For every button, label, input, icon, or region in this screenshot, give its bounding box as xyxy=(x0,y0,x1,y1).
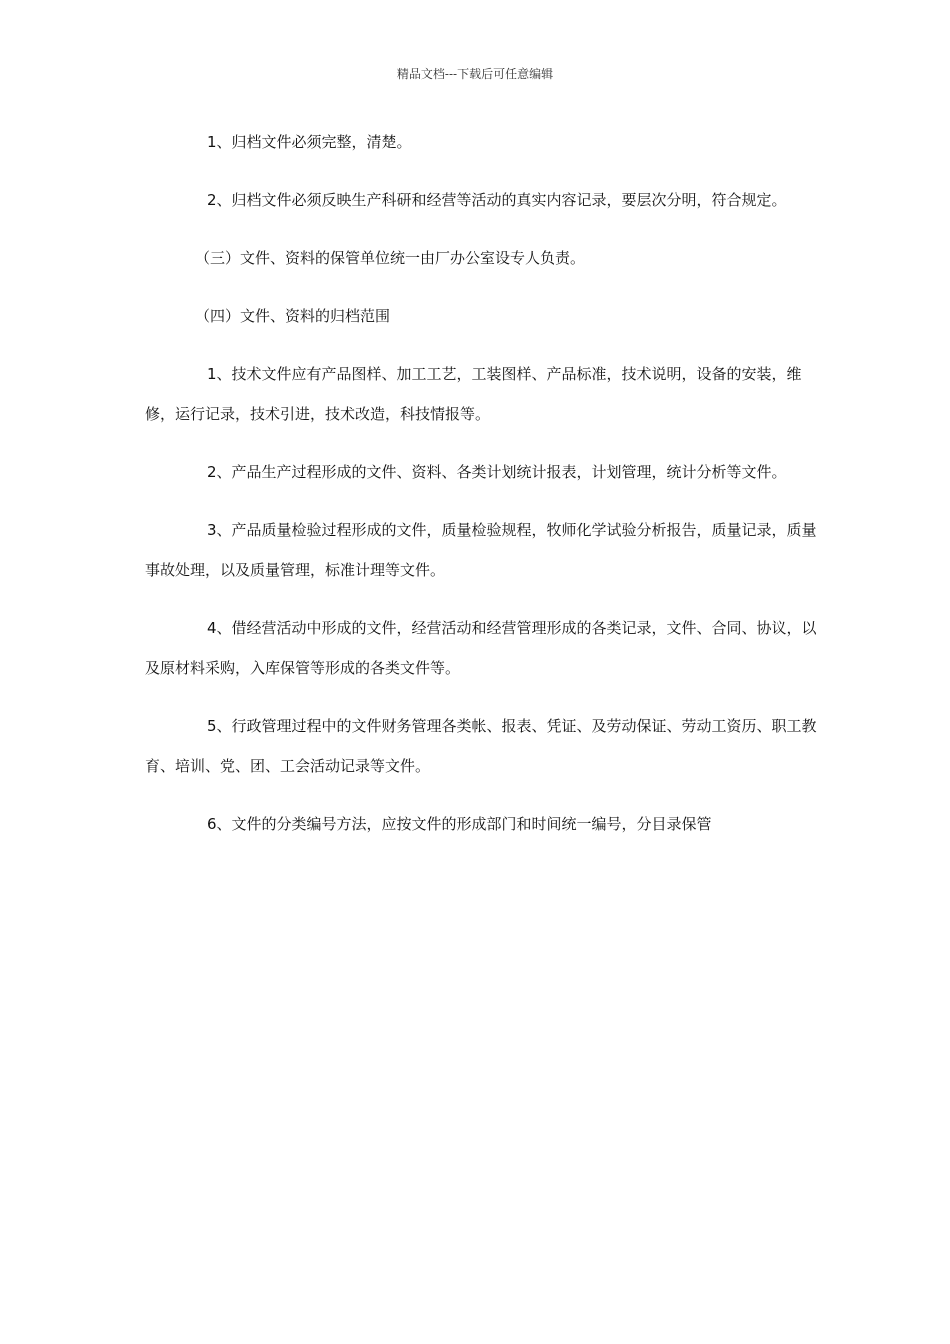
paragraph-7: 3、产品质量检验过程形成的文件，质量检验规程，牧师化学试验分析报告，质量记录，质量事故处理，以及质量管理，标准计理等文件。 xyxy=(145,521,817,579)
paragraph-1: 1、归档文件必须完整，清楚。 xyxy=(207,133,412,151)
paragraph-4: （四）文件、资料的归档范围 xyxy=(195,307,391,325)
paragraph-8: 4、借经营活动中形成的文件，经营活动和经营管理形成的各类记录，文件、合同、协议，以及原材料采购，入库保管等形成的各类文件等。 xyxy=(145,619,817,677)
paragraph-10: 6、文件的分类编号方法，应按文件的形成部门和时间统一编号，分目录保管 xyxy=(207,815,712,833)
page-header: 精品文档---下载后可任意编辑 xyxy=(396,67,554,81)
paragraph-9: 5、行政管理过程中的文件财务管理各类帐、报表、凭证、及劳动保证、劳动工资历、职工教育、培训、党、团、工会活动记录等文件。 xyxy=(145,717,817,775)
paragraph-2: 2、归档文件必须反映生产科研和经营等活动的真实内容记录，要层次分明，符合规定。 xyxy=(207,191,787,209)
document-body xyxy=(145,122,817,862)
paragraph-5: 1、技术文件应有产品图样、加工工艺，工装图样、产品标准，技术说明，设备的安装，维修，运行记录，技术引进，技术改造，科技情报等。 xyxy=(145,365,802,423)
paragraph-6: 2、产品生产过程形成的文件、资料、各类计划统计报表，计划管理，统计分析等文件。 xyxy=(207,463,787,481)
paragraph-3: （三）文件、资料的保管单位统一由厂办公室设专人负责。 xyxy=(195,249,586,267)
